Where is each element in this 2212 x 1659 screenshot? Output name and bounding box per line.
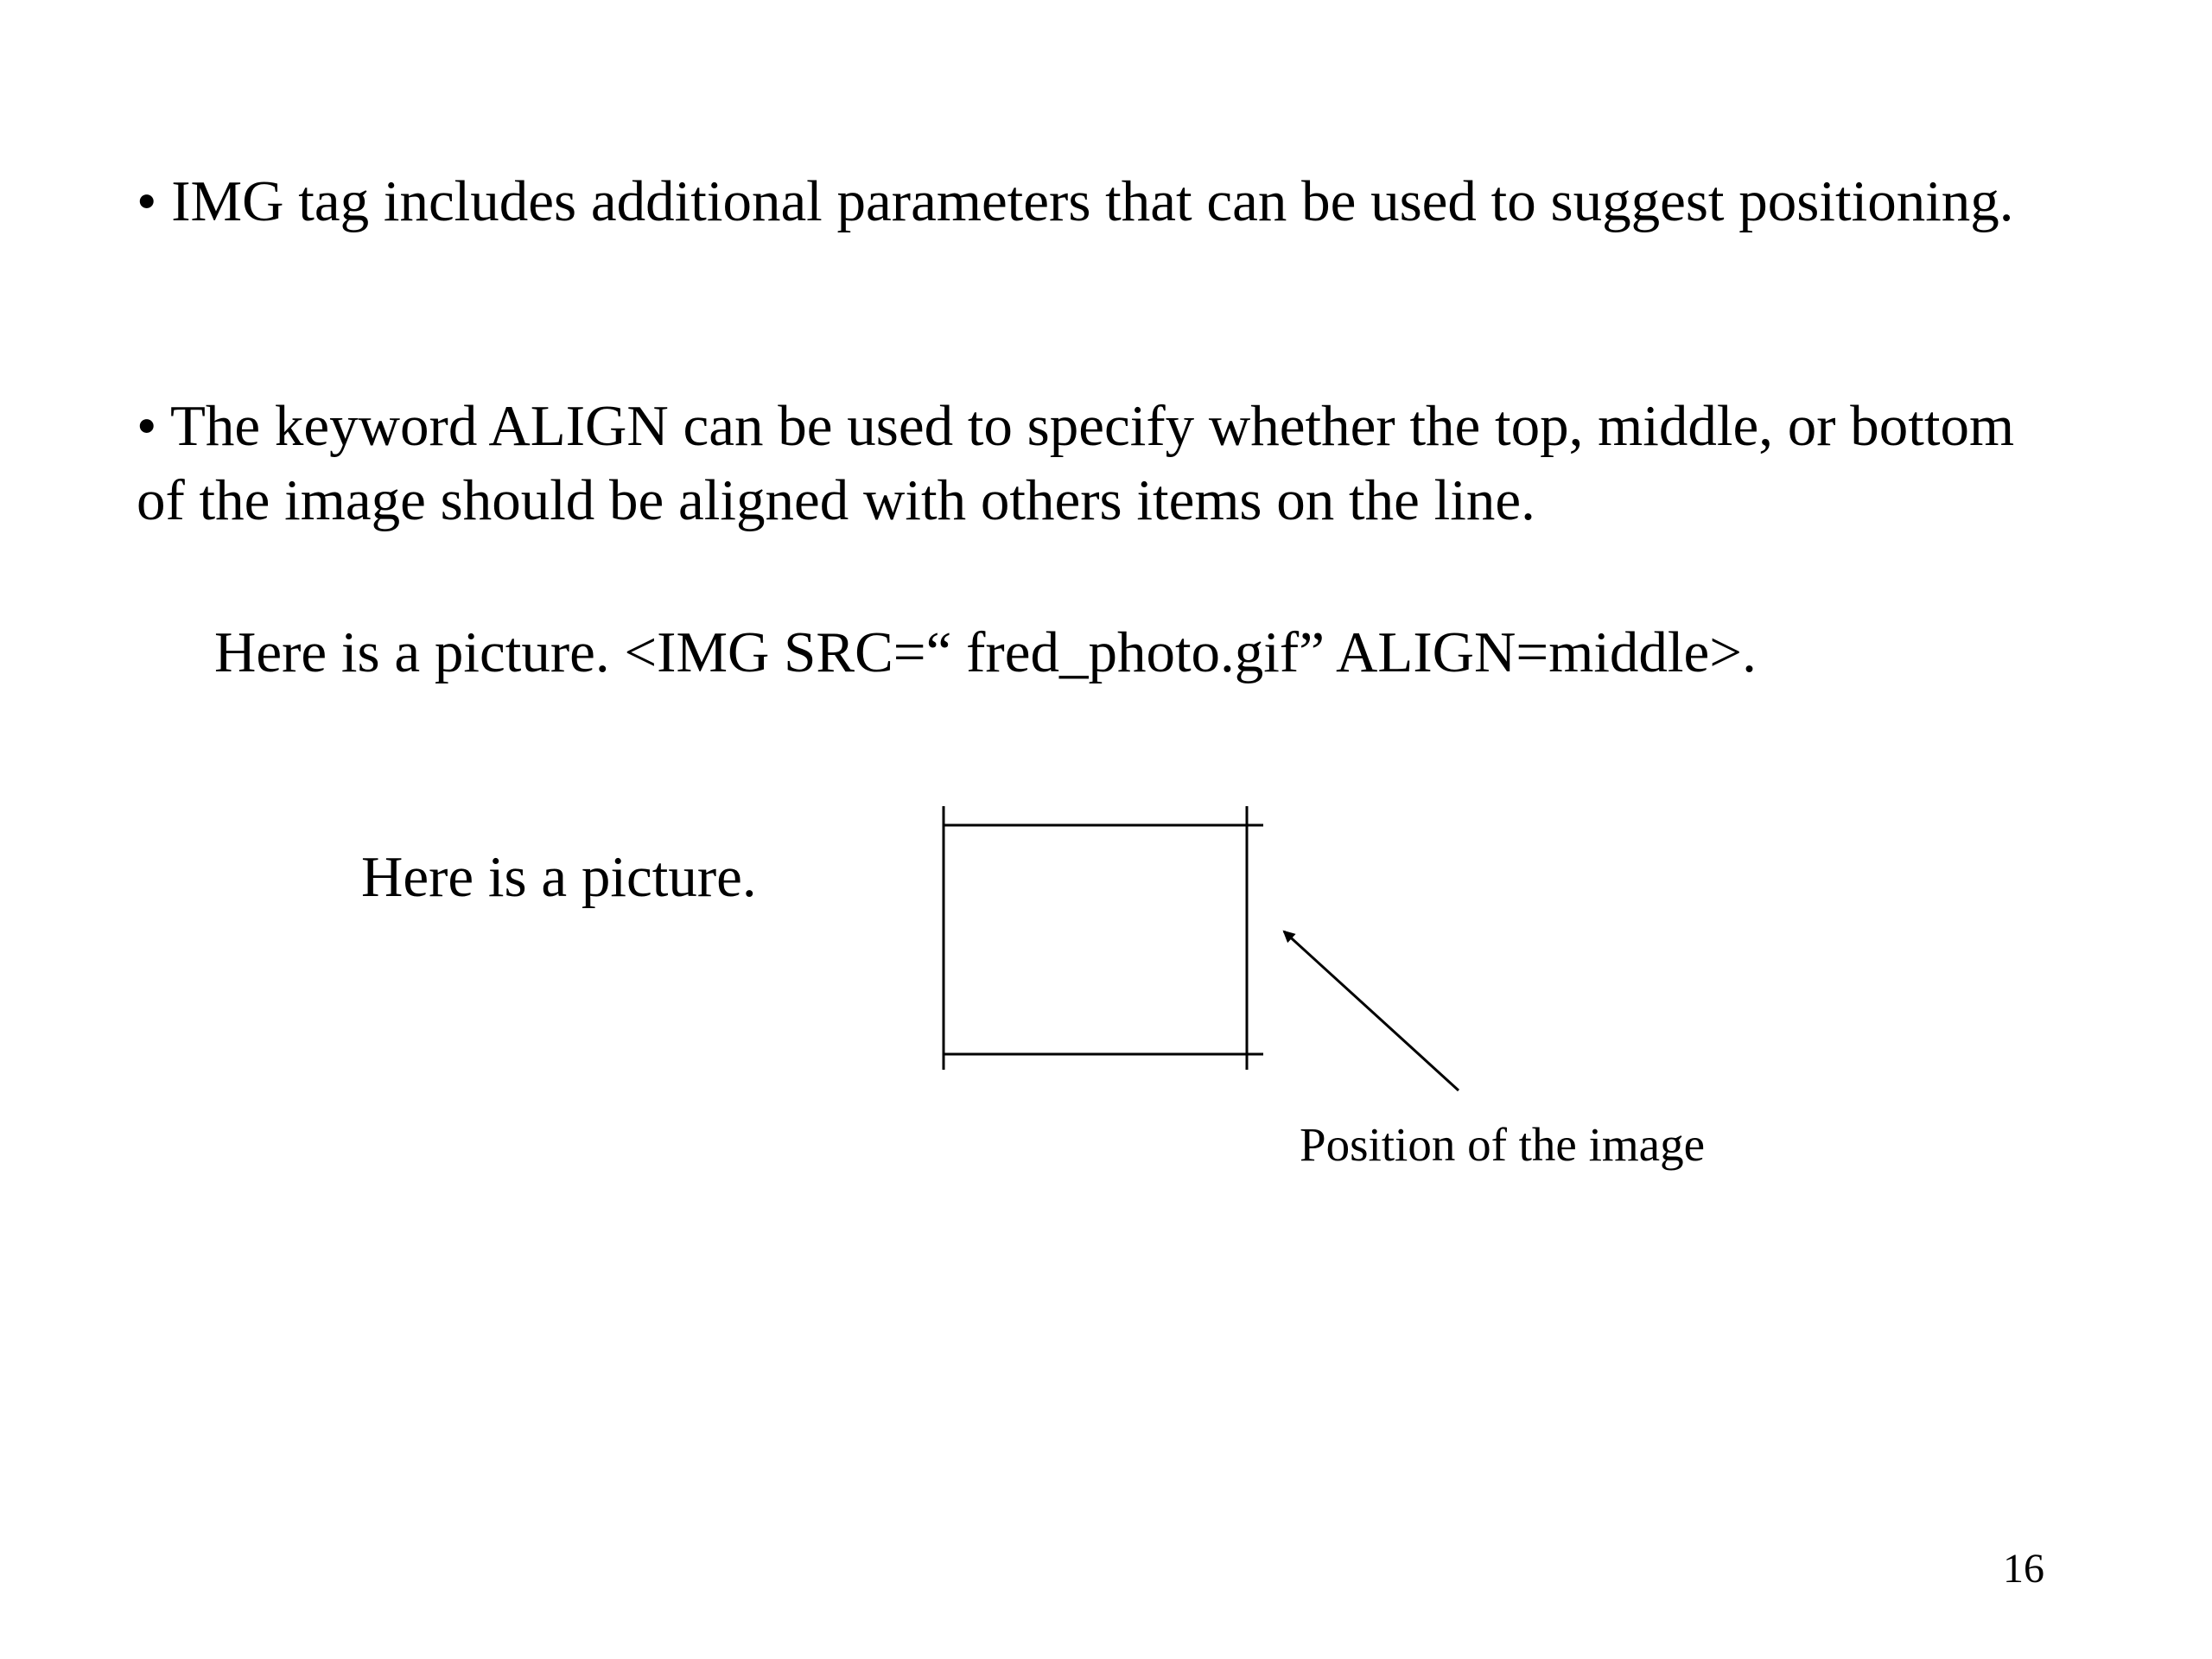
image-placeholder-box: [944, 806, 1263, 1070]
bullet-img-tag-parameters: • IMG tag includes additional parameters that can be used to suggest positioning.: [137, 169, 2014, 233]
example-img-tag-code: Here is a picture. <IMG SRC=“ fred_photo.gif” ALIGN=middle>.: [214, 620, 1757, 684]
pointer-arrow: [1284, 931, 1459, 1090]
bullet-align-keyword: • The keyword ALIGN can be used to specify whether the top, middle, or bottom of the image should be aligned with others items on the line.: [137, 394, 2015, 532]
page-number: 16: [2003, 1546, 2044, 1592]
image-position-caption: Position of the image: [1300, 1118, 1705, 1171]
demo-line-text: Here is a picture.: [361, 845, 757, 909]
